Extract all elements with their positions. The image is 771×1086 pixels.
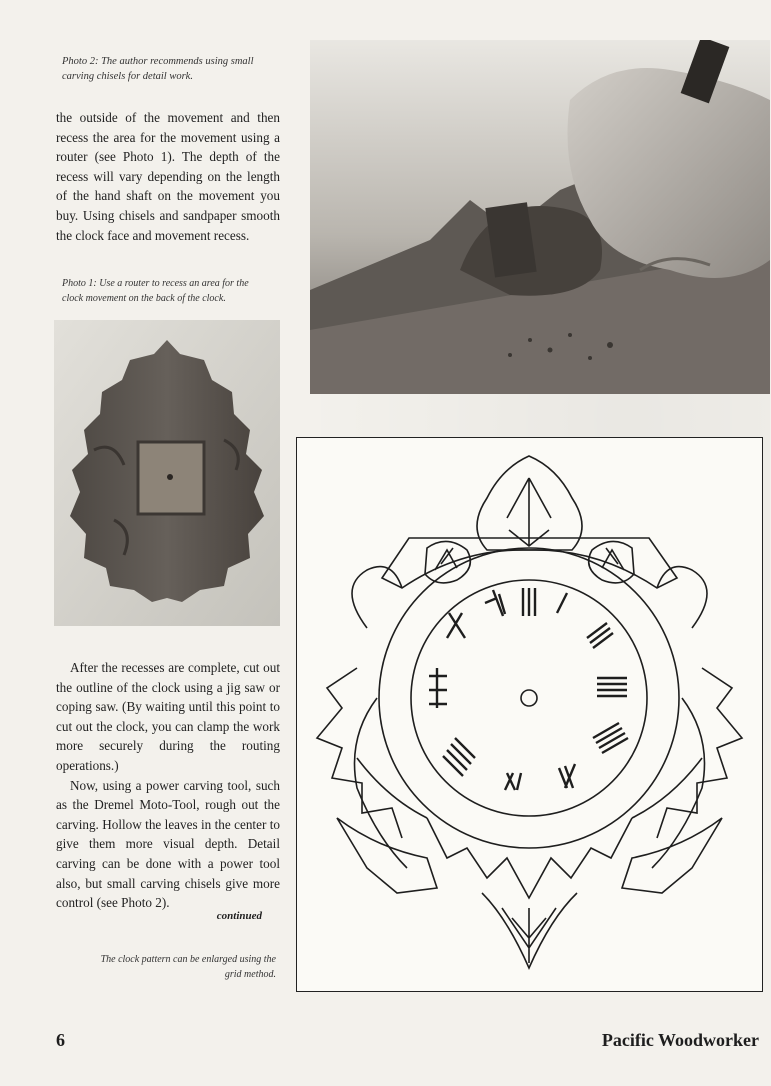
pattern-caption: The clock pattern can be enlarged using the grid method. <box>100 954 276 980</box>
body-column-top <box>56 108 280 245</box>
photo-2-carving-detail <box>310 40 770 394</box>
paragraph-1: the outside of the movement and then recess the area for the movement using a router (see Photo 1). The depth of the recess will vary depending on the length of the hand shaft on the movement you buy. Using chisels and sandpaper smooth the clock face and movement recess. <box>56 110 280 243</box>
photo1-caption: Photo 1: Use a router to recess an area for the clock movement on the back of the clock. <box>62 278 249 304</box>
continued-label: continued <box>216 910 262 922</box>
photo-1-clock-blank <box>54 320 280 626</box>
paragraph-3: Now, using a power carving tool, such as the Dremel Moto-Tool, rough out the carving. Hollow the leaves in the center to give them more visual depth. Detail carving can be done with a power tool also, but small carving chisels give more control (see Photo 2). <box>56 777 280 911</box>
paragraph-2: After the recesses are complete, cut out the outline of the clock using a jig saw or coping saw. (By waiting until this point to cut out the clock, you can clamp the work more securely during the routing operations.) <box>56 660 280 773</box>
page-number: 6 <box>56 1030 65 1050</box>
clock-pattern-drawing <box>296 437 763 992</box>
body-column-bottom <box>56 658 280 913</box>
photo2-caption: Photo 2: The author recommends using small carving chisels for detail work. <box>62 56 254 82</box>
magazine-title: Pacific Woodworker <box>601 1030 759 1050</box>
